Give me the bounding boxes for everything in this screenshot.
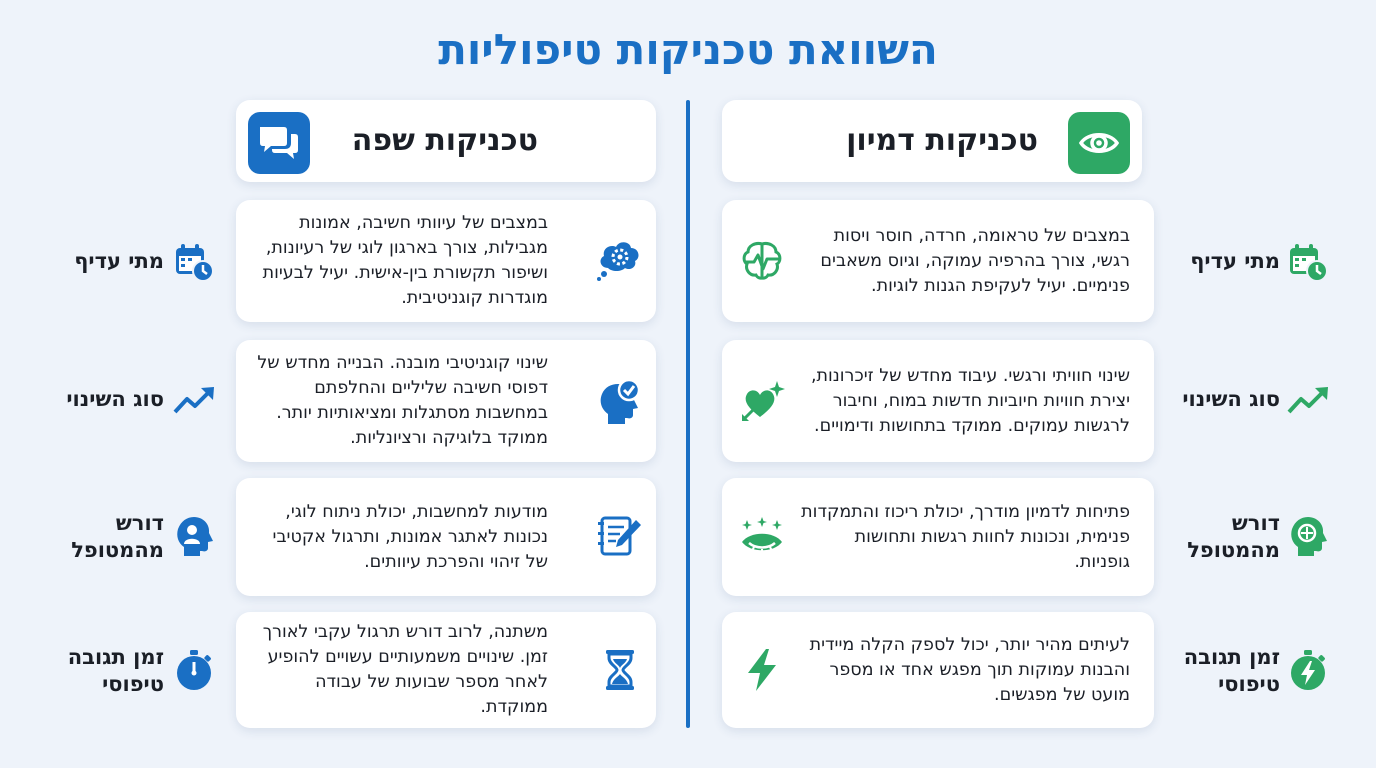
imagery-change-text: שינוי חוויתי ורגשי. עיבוד מחדש של זיכרונות, יצירת חוויות חיוביות חדשות במוח, וחיבור לרגשות עמוקים. ממוקד בתחושות ודימויים.	[810, 365, 1130, 436]
imagery-row-change-text	[796, 340, 1130, 462]
language-row-time	[236, 612, 656, 728]
language-row-change	[236, 340, 656, 462]
page-title: השוואת טכניקות טיפוליות	[438, 25, 938, 74]
language-requires-text: מודעות למחשבות, יכולת ניתוח לוגי, נכונות לאתגר אמונות, ותרגול אקטיבי של זיהוי והפרכת עיוותים.	[272, 501, 548, 572]
imagery-row-change	[722, 340, 1154, 462]
stopwatch-icon	[172, 648, 216, 692]
imagery-row-requires-text	[796, 478, 1130, 596]
center-divider	[686, 100, 690, 728]
calendar-clock-icon	[1286, 240, 1330, 284]
chat-bubbles-icon	[248, 112, 310, 174]
imagery-header-title: טכניקות דמיון	[846, 123, 1038, 158]
imagery-label-when: מתי עדיף	[1190, 249, 1280, 273]
language-label-requires-text: דורש מהמטופל	[71, 511, 164, 562]
imagery-header	[722, 100, 1142, 182]
language-label-change: סוג השינוי	[66, 387, 164, 411]
language-label-when: מתי עדיף	[74, 249, 164, 273]
imagery-row-time	[722, 612, 1154, 728]
imagery-label-requires-text: דורש מהמטופל	[1187, 511, 1280, 562]
language-label-requires	[44, 510, 164, 564]
language-header	[236, 100, 656, 182]
head-brain-icon	[1286, 514, 1330, 558]
imagery-label-change: סוג השינוי	[1182, 387, 1280, 411]
language-label-time	[44, 644, 164, 698]
language-label-time-text: זמן תגובה טיפוסי	[67, 645, 164, 696]
language-change-text: שינוי קוגניטיבי מובנה. הבנייה מחדש של דפוסי חשיבה שליליים והחלפתם במחשבות מסתגלות ומציאותיות יותר. ממוקד בלוגיקה ורציונליות.	[257, 353, 548, 448]
language-row-time-text	[256, 612, 548, 728]
imagery-when-text: במצבים של טראומה, חרדה, חוסר ויסות רגשי, צורך בהרפיה עמוקה, וגיוס משאבים פנימיים. יעיל לעקיפת הגנות לוגיות.	[820, 225, 1130, 296]
calendar-clock-icon	[172, 240, 216, 284]
imagery-row-requires	[722, 478, 1154, 596]
head-check-icon	[594, 376, 646, 428]
imagery-time-text: לעיתים מהיר יותר, יכול לספק הקלה מיידית והבנות עמוקות תוך מפגש אחד או מספר מועט של מפגשים.	[809, 634, 1130, 705]
language-row-requires-text	[256, 478, 548, 596]
eye-icon	[1068, 112, 1130, 174]
imagery-requires-text: פתיחות לדמיון מודרך, יכולת ריכוז והתמקדות פנימית, ונכונות לחוות רגשות ותחושות גופניות.	[801, 501, 1130, 572]
notebook-pen-icon	[594, 510, 646, 562]
language-row-requires	[236, 478, 656, 596]
language-row-change-text	[256, 340, 548, 462]
language-row-when	[236, 200, 656, 322]
thought-gear-icon	[594, 232, 646, 284]
imagery-row-time-text	[796, 612, 1130, 728]
imagery-row-when	[722, 200, 1154, 322]
imagery-label-time-text: זמן תגובה טיפוסי	[1183, 645, 1280, 696]
language-when-text: במצבים של עיוותי חשיבה, אמונות מגבילות, צורך בארגון לוגי של רעיונות, ושיפור תקשורת בין-אישית. יעיל לבעיות מוגדרות קוגניטיבית.	[262, 213, 548, 308]
language-row-when-text	[256, 200, 548, 322]
trend-up-icon	[172, 378, 216, 422]
head-person-icon	[172, 514, 216, 558]
hourglass-icon	[594, 644, 646, 696]
trend-up-icon	[1286, 378, 1330, 422]
heart-sparkle-icon	[736, 375, 788, 427]
imagery-row-when-text	[796, 200, 1130, 322]
imagery-label-requires	[1160, 510, 1280, 564]
language-header-title: טכניקות שפה	[351, 123, 538, 158]
stopwatch-bolt-icon	[1286, 648, 1330, 692]
lightning-icon	[736, 644, 788, 696]
brain-pulse-icon	[736, 235, 788, 287]
language-time-text: משתנה, לרוב דורש תרגול עקבי לאורך זמן. שינויים משמעותיים עשויים להופיע לאחר מספר שבועות של עבודה ממוקדת.	[262, 622, 548, 717]
closed-eye-icon	[736, 512, 788, 564]
imagery-label-time	[1160, 644, 1280, 698]
